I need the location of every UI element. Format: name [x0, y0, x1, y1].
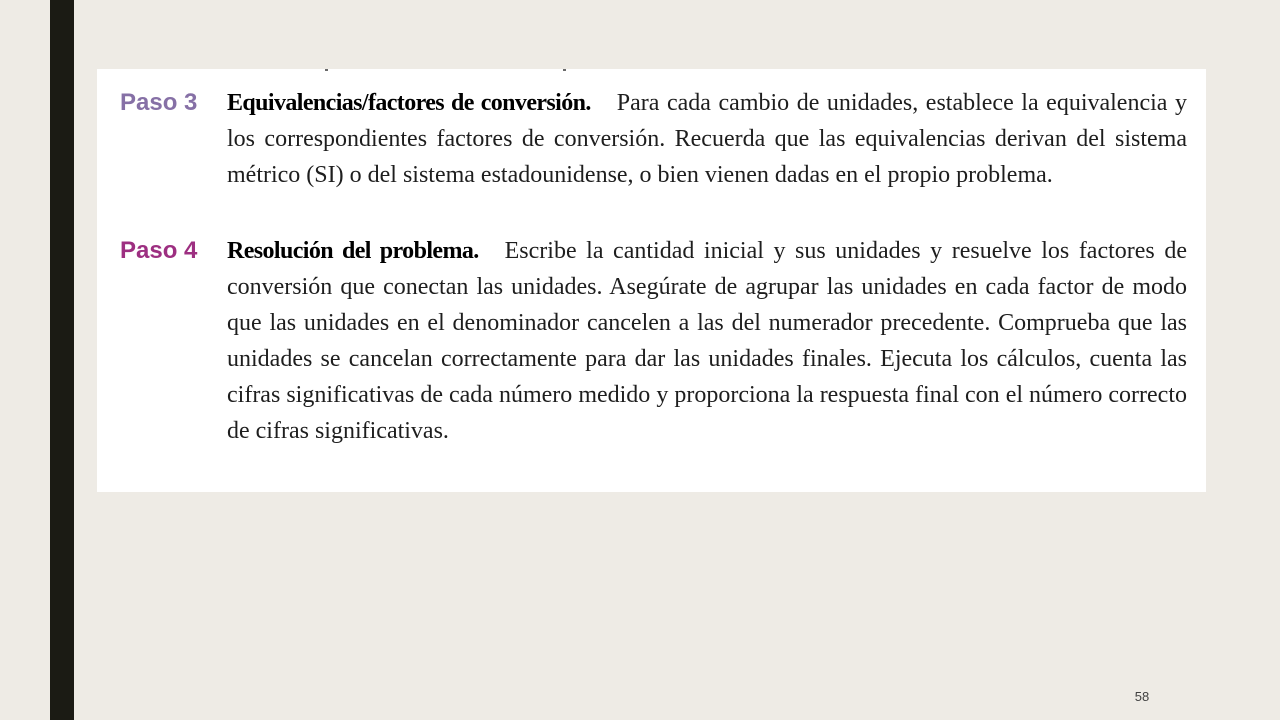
textbook-excerpt-image	[97, 69, 1206, 492]
cropped-previous-line	[97, 69, 1206, 72]
slide-accent-bar	[50, 0, 74, 720]
step-3-label: Paso 3	[120, 89, 198, 116]
step-4-body: Escribe la cantidad inicial y sus unidades y resuelve los factores de conversión que conectan las unidades. Asegúrate de agrupar las unidades en cada factor de modo que las unidades en el denominador cancelen a las del numerador precedente. Comprueba que las unidades se cancelan correctamente para dar las unidades finales. Ejecuta los cálculos, cuenta las cifras significativas de cada número medido y proporciona la respuesta final con el número correcto de cifras significativas.	[227, 238, 1187, 444]
step-3-body: Para cada cambio de unidades, establece la equivalencia y los correspondientes factores de conversión. Recuerda que las equivalencias derivan del sistema métrico (SI) o del sistema estadounidense, o bien vienen dadas en el propio problema.	[227, 90, 1187, 188]
step-4-text-block	[227, 233, 1187, 449]
page-number: 58	[1134, 689, 1150, 704]
step-4-label: Paso 4	[120, 237, 198, 264]
step-3-title: Equivalencias/factores de conversión.	[227, 90, 591, 116]
step-4-title: Resolución del problema.	[227, 238, 479, 264]
step-3-text-block	[227, 85, 1187, 193]
